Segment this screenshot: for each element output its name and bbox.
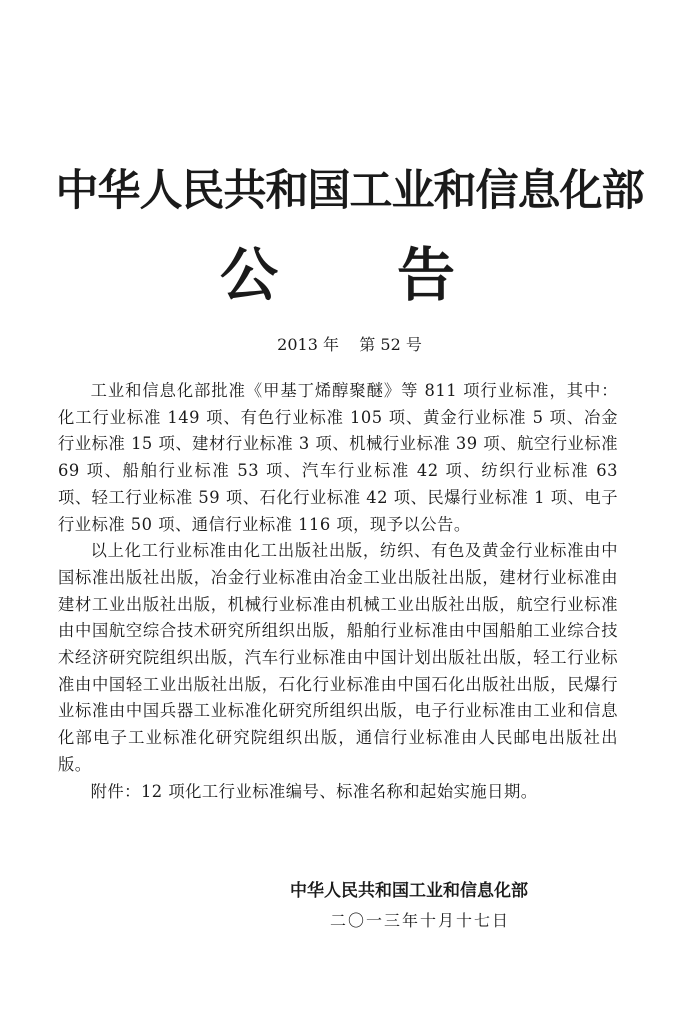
body-paragraph-publishers: 以上化工行业标准由化工出版社出版，纺织、有色及黄金行业标准由中国标准出版社出版，冶金行业标准由冶金工业出版社出版，建材行业标准由建材工业出版社出版，机械行业标准由机械工业出版社出版，航空行业标准由中国航空综合技术研究所组织出版，船舶行业标准由中国船舶工业综合技术经济研究院组织出版，汽车行业标准由中国计划出版社出版，轻工行业标准由中国轻工业出版社出版，石化行业标准由中国石化出版社出版，民爆行业标准由中国兵器工业标准化研究所组织出版，电子行业标准由工业和信息化部电子工业标准化研究院组织出版，通信行业标准由人民邮电出版社出版。: [58, 541, 618, 774]
issuer-title: 中华人民共和国工业和信息化部: [55, 166, 644, 216]
announcement-heading: [220, 240, 455, 310]
signature-organization: 中华人民共和国工业和信息化部: [290, 881, 528, 901]
announcement-heading-char: 告: [396, 241, 455, 309]
signature-date: 二〇一三年十月十七日: [330, 911, 511, 930]
body-paragraph-attachment: 附件：12 项化工行业标准编号、标准名称和起始实施日期。: [90, 781, 538, 801]
announcement-heading-char: 公: [220, 241, 279, 309]
body-paragraph-approval: 工业和信息化部批准《甲基丁烯醇聚醚》等 811 项行业标准，其中：化工行业标准 149 项、有色行业标准 105 项、黄金行业标准 5 项、冶金行业标准 15 项、建材行业标准 3 项、机械行业标准 39 项、航空行业标准 69 项、船舶行业标准 53 项、汽车行业标准 42 项、纺织行业标准 63 项、轻工行业标准 59 项、石化行业标准 42 项、民爆行业标准 1 项、电子行业标准 50 项、通信行业标准 116 项，现予以公告。: [58, 381, 618, 534]
announcement-body: [58, 378, 618, 805]
document-number: 2013 年 第 52 号: [277, 335, 422, 354]
